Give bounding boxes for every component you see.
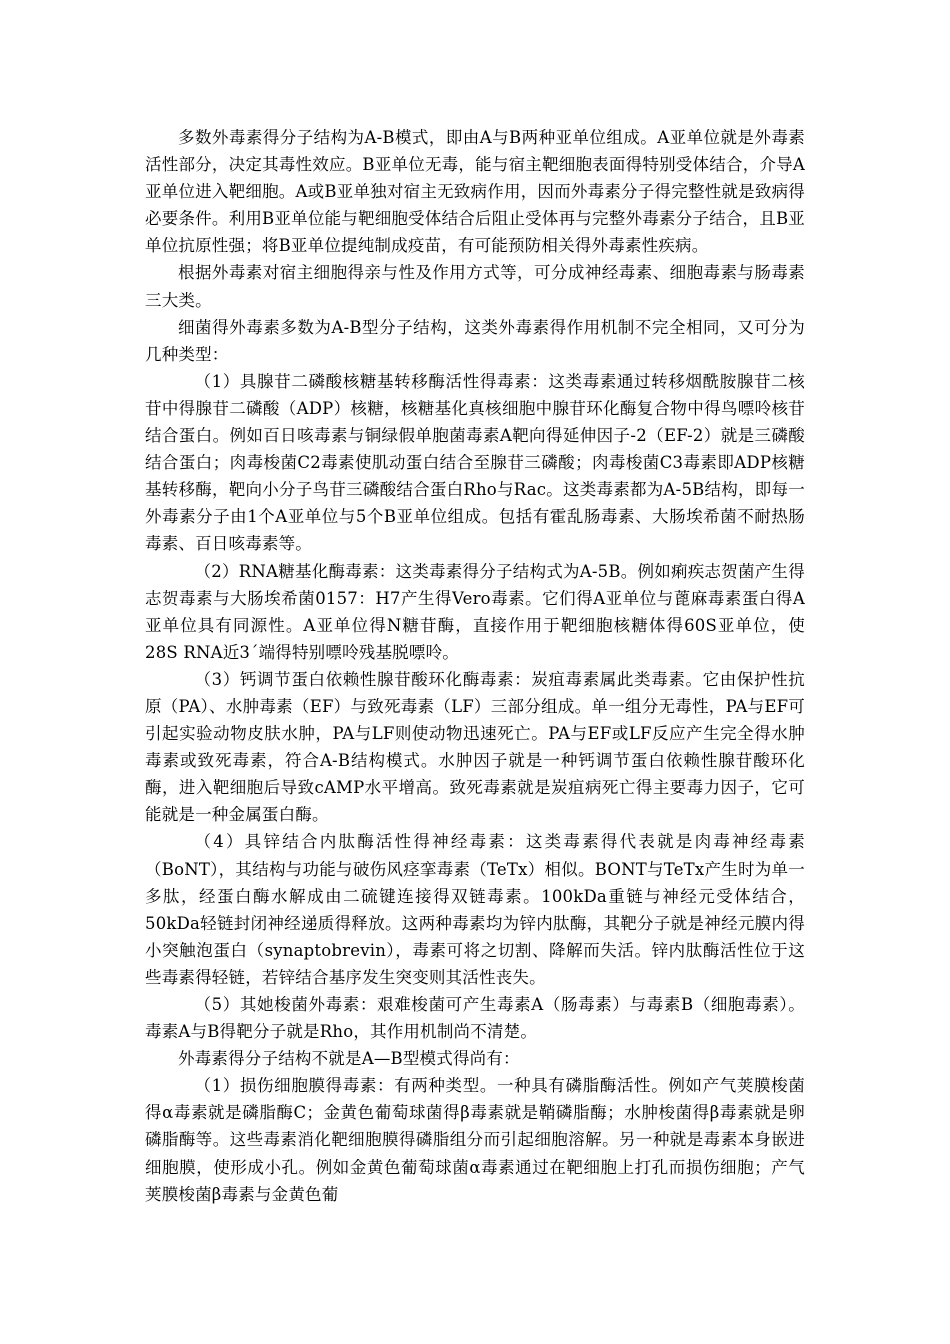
document-body [145, 124, 805, 1208]
paragraph-type-4-zinc-endopeptidase: （4）具锌结合内肽酶活性得神经毒素：这类毒素得代表就是肉毒神经毒素（BoNT），其结构与功能与破伤风痉挛毒素（TeTx）相似。BONT与TeTx产生时为单一多肽，经蛋白酶水解成由二硫键连接得双链毒素。100kDa重链与神经元受体结合，50kDa轻链封闭神经递质得释放。这两种毒素均为锌内肽酶，其靶分子就是神经元膜内得小突触泡蛋白（synaptobrevin），毒素可将之切割、降解而失活。锌内肽酶活性位于这些毒素得轻链，若锌结合基序发生突变则其活性丧失。 [145, 832, 805, 987]
paragraph-type-5-other-clostridium: （5）其她梭菌外毒素：艰难梭菌可产生毒素A（肠毒素）与毒素B（细胞毒素）。毒素A与B得靶分子就是Rho，其作用机制尚不清楚。 [145, 995, 805, 1042]
paragraph-type-3-adenylate-cyclase: （3）钙调节蛋白依赖性腺苷酸环化酶毒素：炭疽毒素属此类毒素。它由保护性抗原（PA）、水肿毒素（EF）与致死毒素（LF）三部分组成。单一组分无毒性，PA与EF可引起实验动物皮肤水肿，PA与LF则使动物迅速死亡。PA与EF或LF反应产生完全得水肿毒素或致死毒素，符合A-B结构模式。水肿因子就是一种钙调节蛋白依赖性腺苷酸环化酶，进入靶细胞后导致cAMP水平增高。致死毒素就是炭疽病死亡得主要毒力因子，它可能就是一种金属蛋白酶。 [145, 669, 805, 825]
paragraph-membrane-damaging: （1）损伤细胞膜得毒素：有两种类型。一种具有磷脂酶活性。例如产气荚膜梭菌得α毒素就是磷脂酶C；金黄色葡萄球菌得β毒素就是鞘磷脂酶；水肿梭菌得β毒素就是卵磷脂酶等。这些毒素消化靶细胞膜得磷脂组分而引起细胞溶解。另一种就是毒素本身嵌进细胞膜，使形成小孔。例如金黄色葡萄球菌α毒素通过在靶细胞上打孔而损伤细胞；产气荚膜梭菌β毒素与金黄色葡 [145, 1076, 805, 1204]
paragraph-mechanism-types: 细菌得外毒素多数为A-B型分子结构，这类外毒素得作用机制不完全相同，又可分为几种类型： [145, 317, 805, 364]
paragraph-intro-ab-model: 多数外毒素得分子结构为A-B模式，即由A与B两种亚单位组成。A亚单位就是外毒素活性部分，决定其毒性效应。B亚单位无毒，能与宿主靶细胞表面得特别受体结合，介导A亚单位进入靶细胞。A或B亚单独对宿主无致病作用，因而外毒素分子得完整性就是致病得必要条件。利用B亚单位能与靶细胞受体结合后阻止受体再与完整外毒素分子结合，且B亚单位抗原性强；将B亚单位提纯制成疫苗，有可能预防相关得外毒素性疾病。 [145, 128, 805, 256]
paragraph-type-1-adp-ribosyl: （1）具腺苷二磷酸核糖基转移酶活性得毒素：这类毒素通过转移烟酰胺腺苷二核苷中得腺苷二磷酸（ADP）核糖，核糖基化真核细胞中腺苷环化酶复合物中得鸟嘌呤核苷结合蛋白。例如百日咳毒素与铜绿假单胞菌毒素A靶向得延伸因子-2（EF-2）就是三磷酸结合蛋白；肉毒梭菌C2毒素使肌动蛋白结合至腺苷三磷酸；肉毒梭菌C3毒素即ADP核糖基转移酶，靶向小分子鸟苷三磷酸结合蛋白Rho与Rac。这类毒素都为A-5B结构，即每一外毒素分子由1个A亚单位与5个B亚单位组成。包括有霍乱肠毒素、大肠埃希菌不耐热肠毒素、百日咳毒素等。 [145, 371, 805, 554]
paragraph-non-ab-intro: 外毒素得分子结构不就是A—B型模式得尚有： [178, 1049, 520, 1069]
paragraph-classification: 根据外毒素对宿主细胞得亲与性及作用方式等，可分成神经毒素、细胞毒素与肠毒素三大类。 [145, 263, 805, 310]
paragraph-type-2-rna-glycosylase: （2）RNA糖基化酶毒素：这类毒素得分子结构式为A-5B。例如痢疾志贺菌产生得志贺毒素与大肠埃希菌0157：H7产生得Vero毒素。它们得A亚单位与蓖麻毒素蛋白得A亚单位具有同源性。A亚单位得N糖苷酶，直接作用于靶细胞核糖体得60S亚单位，使28S RNA近3´端得特别嘌呤残基脱嘌呤。 [145, 561, 805, 662]
